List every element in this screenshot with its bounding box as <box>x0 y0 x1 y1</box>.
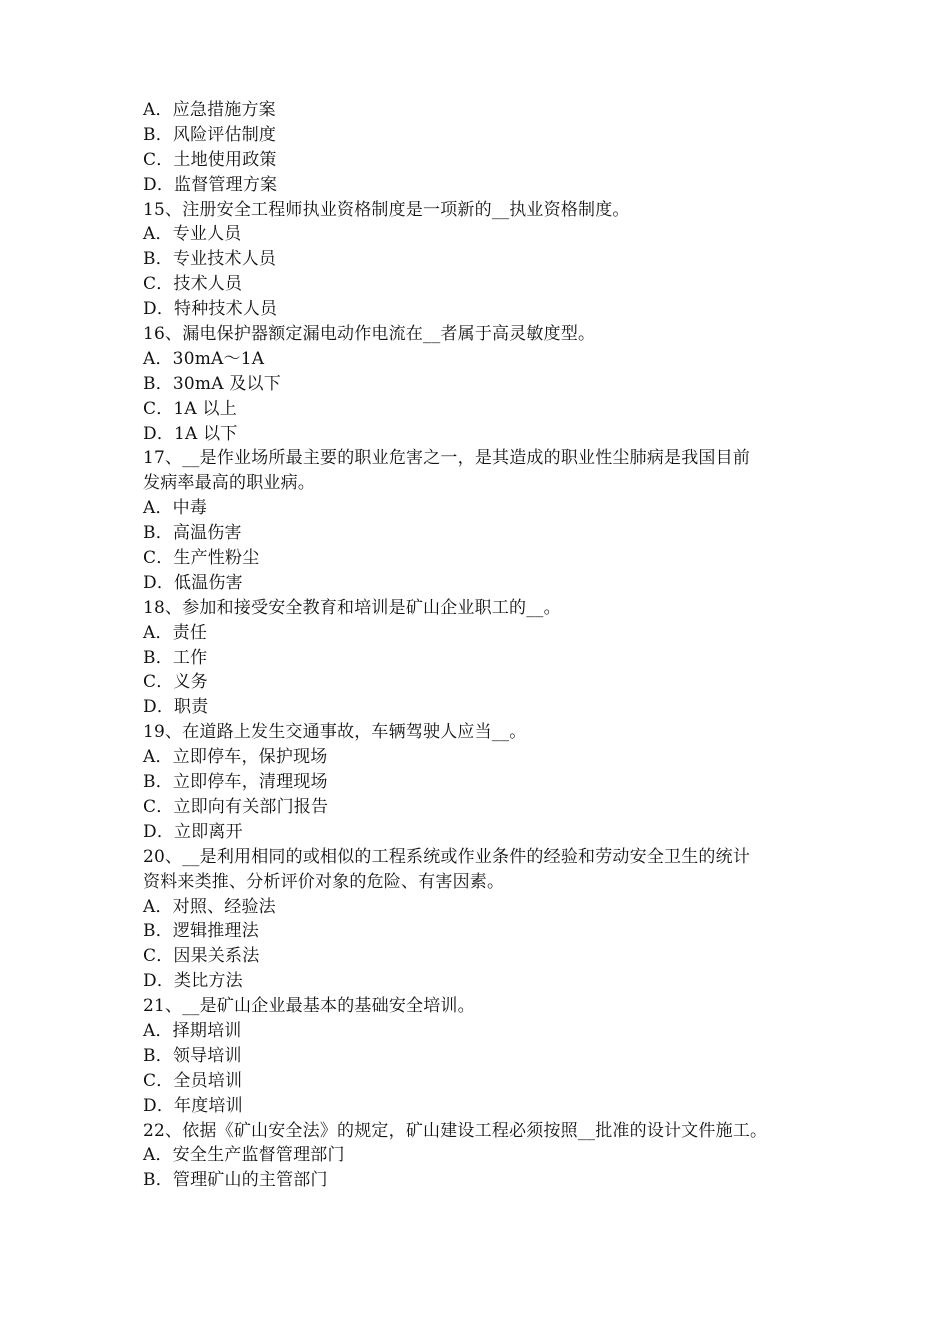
text-line: B．管理矿山的主管部门 <box>143 1170 328 1191</box>
text-line: B．工作 <box>143 647 208 668</box>
question-line: 发病率最高的职业病。 <box>143 473 315 494</box>
question-line: 21、__是矿山企业最基本的基础安全培训。 <box>143 996 475 1017</box>
text-line: C．立即向有关部门报告 <box>143 796 329 817</box>
text-line: D．年度培训 <box>143 1095 243 1116</box>
text-line: C．生产性粉尘 <box>143 548 260 569</box>
text-line: D．监督管理方案 <box>143 174 278 195</box>
text-line: C．因果关系法 <box>143 946 260 967</box>
question-line: 17、__是作业场所最主要的职业危害之一，是其造成的职业性尘肺病是我国目前 <box>143 448 751 469</box>
text-line: A．30mA～1A <box>143 348 265 369</box>
text-line: D．职责 <box>143 697 209 718</box>
text-line: A．安全生产监督管理部门 <box>143 1145 345 1166</box>
text-line: A．责任 <box>143 622 208 643</box>
question-line: 22、依据《矿山安全法》的规定，矿山建设工程必须按照__批准的设计文件施工。 <box>143 1120 768 1141</box>
question-line: 18、参加和接受安全教育和培训是矿山企业职工的__。 <box>143 597 561 618</box>
text-line: A．立即停车，保护现场 <box>143 747 328 768</box>
text-line: D．类比方法 <box>143 971 243 992</box>
text-line: B．逻辑推理法 <box>143 921 259 942</box>
text-line: D．立即离开 <box>143 821 243 842</box>
text-line: B．30mA 及以下 <box>143 373 281 394</box>
document-page <box>143 98 823 1193</box>
question-line: 16、漏电保护器额定漏电动作电流在__者属于高灵敏度型。 <box>143 324 596 345</box>
text-line: A．应急措施方案 <box>143 100 276 120</box>
text-line: C．技术人员 <box>143 274 243 295</box>
text-line: D．1A 以下 <box>143 423 238 444</box>
text-line: B．专业技术人员 <box>143 249 277 270</box>
text-line: C．义务 <box>143 672 208 693</box>
text-line: C．土地使用政策 <box>143 149 277 170</box>
text-line: B．立即停车，清理现场 <box>143 772 328 793</box>
question-line: 15、注册安全工程师执业资格制度是一项新的__执业资格制度。 <box>143 199 630 220</box>
text-line: D．特种技术人员 <box>143 299 278 320</box>
text-line: C．1A 以上 <box>143 398 237 419</box>
text-line: B．领导培训 <box>143 1045 242 1066</box>
question-line: 20、__是利用相同的或相似的工程系统或作业条件的经验和劳动安全卫生的统计 <box>143 846 751 867</box>
text-line: D．低温伤害 <box>143 572 243 593</box>
text-line: A．择期培训 <box>143 1020 242 1041</box>
text-line: A．专业人员 <box>143 224 242 245</box>
text-line: B．风险评估制度 <box>143 124 277 145</box>
text-line: A．对照、经验法 <box>143 896 276 917</box>
text-line: B．高温伤害 <box>143 523 242 544</box>
question-line: 资料来类推、分析评价对象的危险、有害因素。 <box>143 871 505 892</box>
question-line: 19、在道路上发生交通事故，车辆驾驶人应当__。 <box>143 722 527 743</box>
text-line: A．中毒 <box>143 498 208 519</box>
text-line: C．全员培训 <box>143 1070 243 1091</box>
